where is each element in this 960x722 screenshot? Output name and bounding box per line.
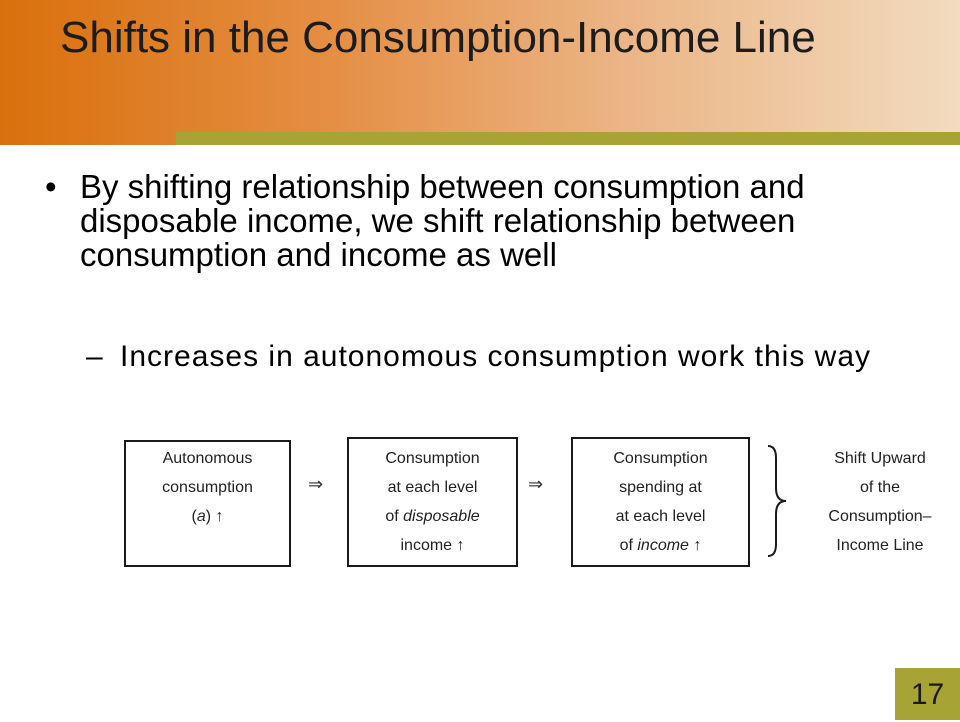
flow-box2-line4: income ↑ [400,537,465,554]
flow-box1-line2: consumption [162,479,253,496]
flow-result-line4: Income Line [836,537,924,554]
flow-box-autonomous-text [124,444,291,531]
flow-result-line2: of the [859,479,901,496]
flow-box3-line2: spending at [619,479,702,496]
main-bullet [45,168,910,273]
slide-title: Shifts in the Consumption-Income Line [60,13,816,62]
flow-box2-line2: at each level [387,479,478,496]
flow-box2-line3-em: disposable [403,508,480,525]
flow-box-consumption-disposable-text [347,444,518,560]
flow-result-text [800,444,960,560]
flow-box3-line4-post: ↑ [688,537,702,554]
flow-box3-line1: Consumption [613,450,708,467]
page-number: 17 [895,668,960,720]
flow-box3-line3: at each level [615,508,706,525]
main-bullet-text: By shifting relationship between consumption and disposable income, we shift relationship between consumption and income as well [80,168,805,273]
flow-box-consumption-income-text [571,444,750,560]
flow-box2-line3 [347,502,518,531]
flow-box1-line1: Autonomous [162,450,253,467]
flow-arrow-2: ⇒ [528,474,544,494]
sub-bullet [86,340,880,373]
flow-box3-line4-em: income [637,537,689,554]
flow-box2-line1: Consumption [385,450,480,467]
flow-result-line1: Shift Upward [834,450,926,467]
flow-box3-line4-pre: of [619,537,638,554]
flow-box1-line3 [124,502,291,531]
bullet-marker: • [45,168,57,205]
flow-arrow-1: ⇒ [308,474,324,494]
flow-box3-line4 [571,531,750,560]
flow-box2-line3-pre: of [385,508,404,525]
flow-box1-line3-em: a [196,508,206,525]
right-brace [764,444,790,558]
flow-result-line3: Consumption– [828,508,932,525]
sub-bullet-marker: – [86,340,104,373]
sub-bullet-text: Increases in autonomous consumption work this way [120,340,872,373]
flow-box1-line3-post: ) ↑ [205,508,224,525]
flow-box1-line3-pre: ( [191,508,197,525]
title-underline-bar [176,132,960,145]
